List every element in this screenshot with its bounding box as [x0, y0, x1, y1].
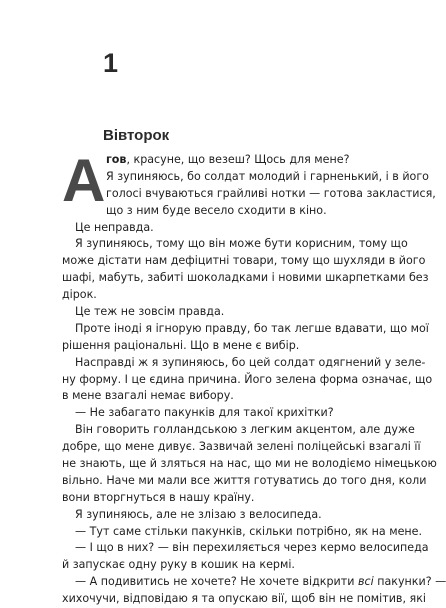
- text-line: вони вторгнуться в нашу країну.: [62, 490, 255, 504]
- chapter-body-text: [62, 147, 446, 608]
- text-line: Я зупиняюсь, тому що він може бути корисним, тому що: [75, 237, 408, 251]
- emphasis-word: всі: [357, 575, 374, 589]
- text-fragment: , красуне, що везеш? Щось для мене?: [126, 153, 350, 166]
- text-line: вільно. Наче ми мали все життя готуватись до того дня, коли: [62, 473, 427, 487]
- text-line: й запускає одну руку в кошик на кермі.: [62, 558, 295, 572]
- text-line: Він говорить голландською з легким акцентом, але дуже: [75, 423, 415, 437]
- text-line: [62, 152, 362, 169]
- text-line: Я зупиняюсь, але не злізаю з велосипеда.: [75, 507, 322, 521]
- text-line: дірок.: [62, 288, 97, 302]
- text-line: Насправді ж я зупиняюсь, бо цей солдат одягнений у зеле-: [75, 355, 426, 369]
- text-line: Це теж не зовсім правда.: [75, 305, 225, 319]
- text-line: ну форму. І це єдина причина. Його зелена форма означає, що: [62, 372, 433, 386]
- text-line: Я зупиняюсь, бо солдат молодий і гарненький, і в його: [106, 169, 429, 183]
- lead-word: гов: [106, 153, 127, 166]
- text-line: хихочучи, відповідаю я та опускаю вії, щоб він не помітив, які: [62, 592, 426, 606]
- text-line: рішення раціональні. Що в мене є вибір.: [62, 338, 300, 352]
- text-line: може дістати нам дефіцитні товари, тому що шухляди в його: [62, 254, 426, 268]
- text-line: голосі вчуваються грайливі нотки — готова закластися,: [106, 186, 436, 200]
- text-line: — Тут саме стільки пакунків, скільки потрібно, як на мене.: [75, 524, 423, 538]
- text-line: Проте іноді я ігнорую правду, бо так легше вдавати, що мої: [75, 321, 429, 335]
- text-line: не знають, ще й зляться на нас, що ми не володіємо німецькою: [62, 457, 437, 471]
- chapter-heading: Вівторок: [103, 127, 170, 144]
- text-line: — Не забагато пакунків для такої крихітки?: [75, 406, 334, 420]
- text-fragment: пакунки? —: [373, 575, 446, 589]
- text-line: добре, що мене дивує. Зазвичай зелені поліцейські взагалі її: [62, 440, 421, 454]
- drop-cap-letter: А: [62, 147, 106, 214]
- text-line: [62, 574, 446, 591]
- text-line: — І що в них? — він перехиляється через кермо велосипеда: [75, 541, 429, 555]
- text-line: Це неправда.: [75, 220, 154, 234]
- text-line: шафі, мабуть, забиті шоколадками і новими шкарпетками без: [62, 271, 429, 285]
- text-line: в мене взагалі немає вибору.: [62, 389, 234, 403]
- text-line: що з ним буде весело сходити в кіно.: [106, 203, 327, 217]
- chapter-number: 1: [103, 48, 119, 78]
- text-fragment: — А подивитись не хочете? Не хочете відкрити: [75, 575, 358, 589]
